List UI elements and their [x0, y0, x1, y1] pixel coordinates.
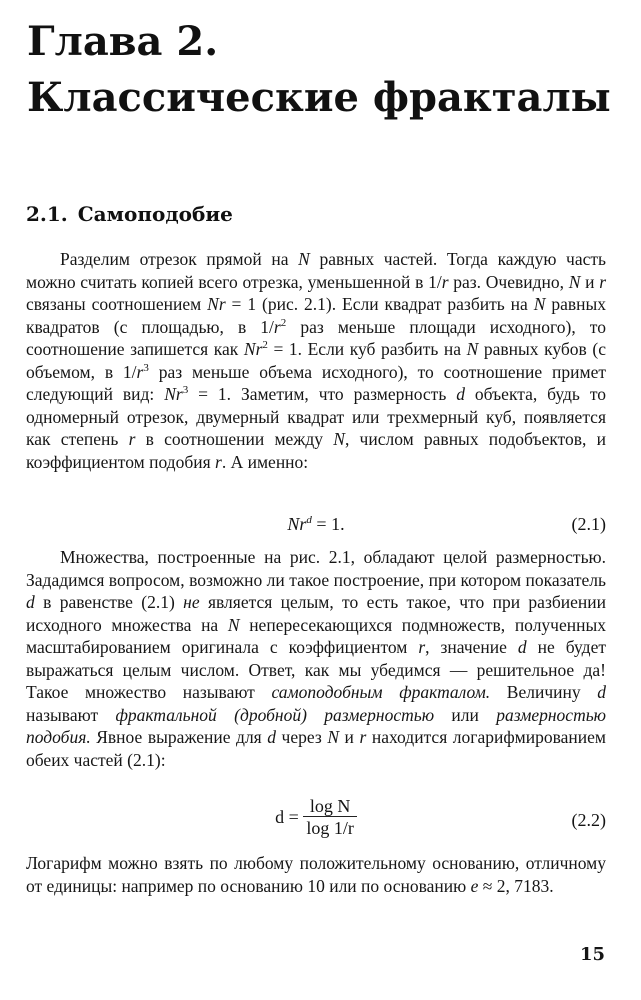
math-r: r — [359, 727, 367, 747]
text-run: равных кубов (с объемом, в 1/ — [26, 339, 606, 382]
text-run: = 1 (рис. 2.1). Если квадрат разбить на — [225, 294, 534, 314]
superscript: 2 — [280, 316, 287, 329]
equation-number: (2.2) — [571, 810, 606, 830]
text-run: равных частей. Тогда каждую часть можно считать копией всего отрезка, уменьшенной в 1/ — [26, 249, 606, 292]
fraction-numerator: log N — [303, 796, 357, 817]
text-run: равных квадратов (с площадью, в 1/ — [26, 294, 607, 337]
text-run: , значение — [425, 637, 518, 657]
math-r: r — [136, 361, 144, 382]
text-run: . А именно: — [221, 451, 309, 472]
page-number: 15 — [579, 944, 605, 965]
term-self-similar-fractal: самоподобным фракталом. — [271, 682, 491, 702]
term-similarity-dimension: размерностью подобия. — [26, 704, 607, 747]
math-d: d — [267, 727, 277, 747]
text-run: Величину — [490, 682, 598, 702]
text-run: не будет выражаться целым числом. Ответ, как мы убедимся — решительное да! Такое множество называют — [26, 637, 606, 702]
text-run: Разделим отрезок прямой на — [60, 249, 299, 269]
math-Nr: Nr — [207, 294, 226, 314]
math-Nr: Nr — [164, 384, 183, 404]
math-r: r — [273, 316, 281, 337]
text-run: = 1. Заметим, что размерность — [188, 384, 457, 404]
math-r: r — [418, 637, 426, 657]
section-title: Самоподобие — [77, 202, 233, 226]
text-run: в соотношении между — [135, 429, 334, 449]
text-run: называют — [26, 704, 116, 725]
equation-rhs: = 1. — [311, 514, 345, 534]
text-run: и — [580, 271, 600, 292]
math-Nr: Nr — [243, 339, 263, 359]
text-run: раз. Очевидно, — [448, 271, 569, 292]
section-heading — [26, 200, 233, 228]
math-d: d — [26, 592, 35, 612]
math-r: r — [441, 271, 449, 292]
math-N: N — [327, 727, 340, 747]
text-run: связаны соотношением — [26, 294, 208, 314]
math-r: r — [215, 451, 222, 472]
math-d: d — [597, 682, 606, 702]
text-run: раз меньше площади исходного), то соотношение запишется как — [26, 316, 606, 359]
text-run: через — [276, 727, 328, 747]
math-N: N — [533, 294, 546, 314]
text-run: , числом равных подобъектов, и коэффициентом подобия — [26, 429, 606, 472]
paragraph-fractal-dimension — [26, 546, 606, 771]
text-run: Множества, построенные на рис. 2.1, обладают целой размерностью. Зададимся вопросом, возможно ли такое построение, при котором показатель — [26, 547, 606, 590]
text-run: непересекающихся подмножеств, полученных масштабированием оригинала с коэффициентом — [26, 614, 606, 657]
chapter-heading — [27, 14, 611, 126]
math-e: e — [470, 875, 479, 896]
paragraph-self-similarity-intro — [26, 248, 606, 473]
text-run: или — [434, 704, 497, 725]
superscript: 2 — [262, 339, 268, 352]
text-run: раз меньше объема исходного), то соотношение примет следующий вид: — [26, 361, 606, 404]
fraction-denominator: log 1/r — [306, 818, 354, 838]
math-N: N — [333, 429, 345, 449]
equation-lhs: d = — [275, 807, 304, 827]
equation-lhs: Nr — [287, 514, 307, 534]
fraction — [303, 796, 357, 839]
superscript: 3 — [143, 361, 149, 374]
text-run: Явное выражение для — [90, 727, 268, 747]
math-N: N — [466, 339, 479, 359]
text-run: в равенстве (2.1) — [34, 592, 184, 612]
equation-body — [26, 796, 606, 839]
math-r: r — [599, 271, 606, 292]
text-run: ≈ 2, 7183. — [478, 875, 554, 896]
emphasis-ne: не — [183, 592, 200, 612]
math-d: d — [456, 384, 465, 404]
text-run: находится логарифмированием обеих частей (2.1): — [26, 727, 606, 770]
equation-number: (2.1) — [571, 514, 606, 534]
math-d: d — [517, 637, 527, 657]
equation-exponent: d — [306, 514, 312, 526]
chapter-number: Глава 2. — [27, 18, 219, 65]
math-r: r — [128, 429, 136, 449]
chapter-title: Классические фракталы — [27, 74, 611, 121]
math-N: N — [298, 249, 310, 269]
equation-2-2 — [26, 796, 606, 844]
superscript: 3 — [182, 384, 189, 397]
section-number: 2.1. — [26, 202, 68, 226]
text-run: и — [339, 727, 360, 747]
equation-2-1 — [26, 511, 606, 541]
text-run: является целым, то есть такое, что при разбиении исходного множества на — [26, 592, 606, 635]
text-run: Логарифм можно взять по любому положительному основанию, отличному от единицы: например по основанию 10 или по основанию — [26, 853, 606, 896]
text-run: объекта, будь то одномерный отрезок, двумерный квадрат или трехмерный куб, появляется как степень — [26, 384, 606, 449]
text-run: = 1. Если куб разбить на — [267, 339, 467, 359]
math-N: N — [568, 271, 581, 292]
equation-body — [26, 514, 606, 535]
paragraph-logarithm-base — [26, 852, 606, 897]
math-N: N — [227, 614, 240, 635]
term-fractal-dimension: фрактальной (дробной) размерностью — [115, 704, 435, 725]
